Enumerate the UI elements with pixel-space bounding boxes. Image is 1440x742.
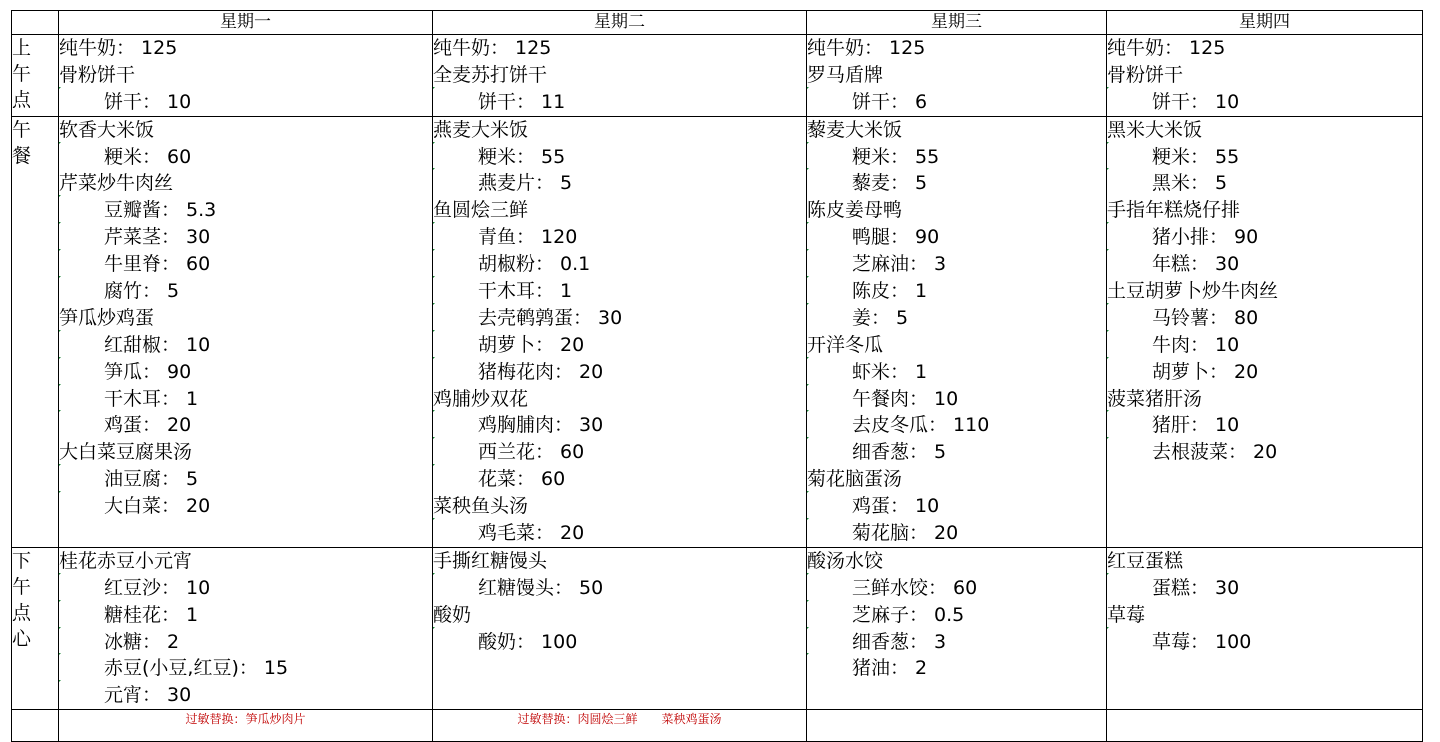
menu-cell-morning-snack-mon [59, 35, 433, 117]
ingredient-line: 虾米： 1 [807, 359, 1106, 386]
ingredient-line: 西兰花： 60 [433, 439, 806, 466]
meal-label-char: 午 [12, 575, 32, 598]
meal-label-char: 点 [12, 601, 32, 624]
menu-cell-lunch-wed [807, 116, 1107, 547]
ingredient-line: 牛里脊： 60 [59, 251, 432, 278]
ingredient-line: 胡萝卜： 20 [433, 332, 806, 359]
dish-name: 燕麦大米饭 [433, 118, 529, 141]
ingredient-line: 青鱼： 120 [433, 224, 806, 251]
meal-label-char: 点 [12, 89, 32, 111]
dish-name: 笋瓜炒鸡蛋 [59, 306, 155, 329]
ingredient-line: 藜麦： 5 [807, 170, 1106, 197]
ingredient-line: 芝麻油： 3 [807, 251, 1106, 278]
dish-name: 罗马盾牌 [807, 63, 884, 86]
dish-name: 红豆蛋糕 [1107, 549, 1184, 572]
meal-label-char: 餐 [12, 144, 32, 167]
dish-name: 菊花脑蛋汤 [807, 468, 903, 491]
menu-cell-afternoon-snack-mon [59, 547, 433, 709]
ingredient-line: 鸡毛菜： 20 [433, 520, 806, 547]
ingredient-line: 猪小排： 90 [1107, 224, 1422, 251]
ingredient-line: 饼干： 6 [807, 89, 1106, 116]
ingredient-line: 花菜： 60 [433, 466, 806, 493]
menu-cell-afternoon-snack-wed [807, 547, 1107, 709]
ingredient-line: 马铃薯： 80 [1107, 305, 1422, 332]
dish-name: 纯牛奶： 125 [59, 37, 178, 59]
dish-name: 酸奶 [433, 603, 472, 626]
ingredient-line: 猪梅花肉： 20 [433, 359, 806, 386]
menu-cell-lunch-mon [59, 116, 433, 547]
ingredient-line: 菊花脑： 20 [807, 520, 1106, 547]
meal-row-afternoon-snack [12, 547, 1423, 709]
dish-name: 菜秧鱼头汤 [433, 495, 529, 518]
menu-cell-lunch-tue [433, 116, 807, 547]
ingredient-line: 姜： 5 [807, 305, 1106, 332]
dish-name: 鸡脯炒双花 [433, 387, 529, 410]
dish-name: 开洋冬瓜 [807, 333, 884, 356]
meal-label-lunch [12, 116, 59, 547]
ingredient-line: 燕麦片： 5 [433, 170, 806, 197]
corner-cell [12, 11, 59, 35]
dish-name: 软香大米饭 [59, 118, 155, 141]
ingredient-line: 芝麻子： 0.5 [807, 602, 1106, 629]
ingredient-line: 干木耳： 1 [433, 278, 806, 305]
ingredient-line: 大白菜： 20 [59, 493, 432, 520]
ingredient-line: 细香葱： 5 [807, 439, 1106, 466]
ingredient-line: 鸭腿： 90 [807, 224, 1106, 251]
ingredient-line: 草莓： 100 [1107, 629, 1422, 656]
weekly-menu-table [11, 10, 1423, 742]
menu-cell-morning-snack-wed [807, 35, 1107, 117]
dish-name: 芹菜炒牛肉丝 [59, 172, 174, 195]
ingredient-line: 红豆沙： 10 [59, 575, 432, 602]
meal-label-char: 心 [12, 627, 32, 650]
ingredient-line: 粳米： 60 [59, 144, 432, 171]
ingredient-line: 去壳鹌鹑蛋： 30 [433, 305, 806, 332]
ingredient-line: 红糖馒头： 50 [433, 575, 806, 602]
allergy-row [12, 710, 1423, 742]
dish-name: 黑米大米饭 [1107, 118, 1203, 141]
ingredient-line: 糖桂花： 1 [59, 602, 432, 629]
day-header-tue: 星期二 [433, 11, 807, 35]
day-header-thu: 星期四 [1107, 11, 1423, 35]
ingredient-line: 胡椒粉： 0.1 [433, 251, 806, 278]
ingredient-line: 饼干： 11 [433, 89, 806, 116]
ingredient-line: 鸡胸脯肉： 30 [433, 412, 806, 439]
ingredient-line: 去根菠菜： 20 [1107, 439, 1422, 466]
allergy-note-wed [807, 710, 1107, 742]
meal-label-char: 下 [12, 549, 32, 572]
dish-name: 酸汤水饺 [807, 549, 884, 572]
ingredient-line: 蛋糕： 30 [1107, 575, 1422, 602]
dish-name: 桂花赤豆小元宵 [59, 549, 193, 572]
ingredient-line: 细香葱： 3 [807, 629, 1106, 656]
dish-name: 骨粉饼干 [59, 63, 136, 86]
ingredient-line: 干木耳： 1 [59, 386, 432, 413]
ingredient-line: 饼干： 10 [1107, 89, 1422, 116]
allergy-note-tue: 过敏替换：肉圆烩三鲜 菜秧鸡蛋汤 [433, 710, 807, 742]
ingredient-line: 赤豆(小豆,红豆)： 15 [59, 655, 432, 682]
dish-name: 藜麦大米饭 [807, 118, 903, 141]
ingredient-line: 粳米： 55 [1107, 144, 1422, 171]
dish-name: 手撕红糖馒头 [433, 549, 548, 572]
meal-label-char: 午 [12, 63, 32, 85]
ingredient-line: 鸡蛋： 10 [807, 493, 1106, 520]
dish-name: 骨粉饼干 [1107, 63, 1184, 86]
ingredient-line: 猪肝： 10 [1107, 412, 1422, 439]
meal-label-char: 午 [12, 118, 32, 141]
ingredient-line: 黑米： 5 [1107, 170, 1422, 197]
ingredient-line: 午餐肉： 10 [807, 386, 1106, 413]
ingredient-line: 陈皮： 1 [807, 278, 1106, 305]
ingredient-line: 牛肉： 10 [1107, 332, 1422, 359]
ingredient-line: 油豆腐： 5 [59, 466, 432, 493]
meal-label-afternoon-snack [12, 547, 59, 709]
dish-name: 纯牛奶： 125 [807, 37, 926, 59]
dish-name: 草莓 [1107, 603, 1146, 626]
ingredient-line: 胡萝卜： 20 [1107, 359, 1422, 386]
ingredient-line: 元宵： 30 [59, 682, 432, 709]
day-header-mon: 星期一 [59, 11, 433, 35]
ingredient-line: 饼干： 10 [59, 89, 432, 116]
dish-name: 土豆胡萝卜炒牛肉丝 [1107, 280, 1279, 303]
menu-cell-afternoon-snack-thu [1107, 547, 1423, 709]
header-row [12, 11, 1423, 35]
ingredient-line: 去皮冬瓜： 110 [807, 412, 1106, 439]
day-header-wed: 星期三 [807, 11, 1107, 35]
ingredient-line: 鸡蛋： 20 [59, 412, 432, 439]
dish-name: 手指年糕烧仔排 [1107, 199, 1241, 222]
ingredient-line: 笋瓜： 90 [59, 359, 432, 386]
meal-row-morning-snack [12, 35, 1423, 117]
ingredient-line: 芹菜茎： 30 [59, 224, 432, 251]
dish-name: 全麦苏打饼干 [433, 63, 548, 86]
ingredient-line: 粳米： 55 [807, 144, 1106, 171]
dish-name: 纯牛奶： 125 [433, 37, 552, 59]
dish-name: 纯牛奶： 125 [1107, 37, 1226, 59]
meal-label-char: 上 [12, 37, 32, 59]
ingredient-line: 酸奶： 100 [433, 629, 806, 656]
ingredient-line: 粳米： 55 [433, 144, 806, 171]
ingredient-line: 三鲜水饺： 60 [807, 575, 1106, 602]
allergy-label-cell [12, 710, 59, 742]
dish-name: 大白菜豆腐果汤 [59, 441, 193, 464]
menu-cell-morning-snack-tue [433, 35, 807, 117]
ingredient-line: 豆瓣酱： 5.3 [59, 197, 432, 224]
ingredient-line: 红甜椒： 10 [59, 332, 432, 359]
ingredient-line: 冰糖： 2 [59, 629, 432, 656]
meal-row-lunch [12, 116, 1423, 547]
ingredient-line: 年糕： 30 [1107, 251, 1422, 278]
dish-name: 鱼圆烩三鲜 [433, 199, 529, 222]
dish-name: 菠菜猪肝汤 [1107, 387, 1203, 410]
allergy-note-thu [1107, 710, 1423, 742]
ingredient-line: 腐竹： 5 [59, 278, 432, 305]
menu-cell-morning-snack-thu [1107, 35, 1423, 117]
menu-cell-afternoon-snack-tue [433, 547, 807, 709]
menu-cell-lunch-thu [1107, 116, 1423, 547]
allergy-note-mon: 过敏替换：笋瓜炒肉片 [59, 710, 433, 742]
ingredient-line: 猪油： 2 [807, 655, 1106, 682]
meal-label-morning-snack [12, 35, 59, 117]
dish-name: 陈皮姜母鸭 [807, 199, 903, 222]
